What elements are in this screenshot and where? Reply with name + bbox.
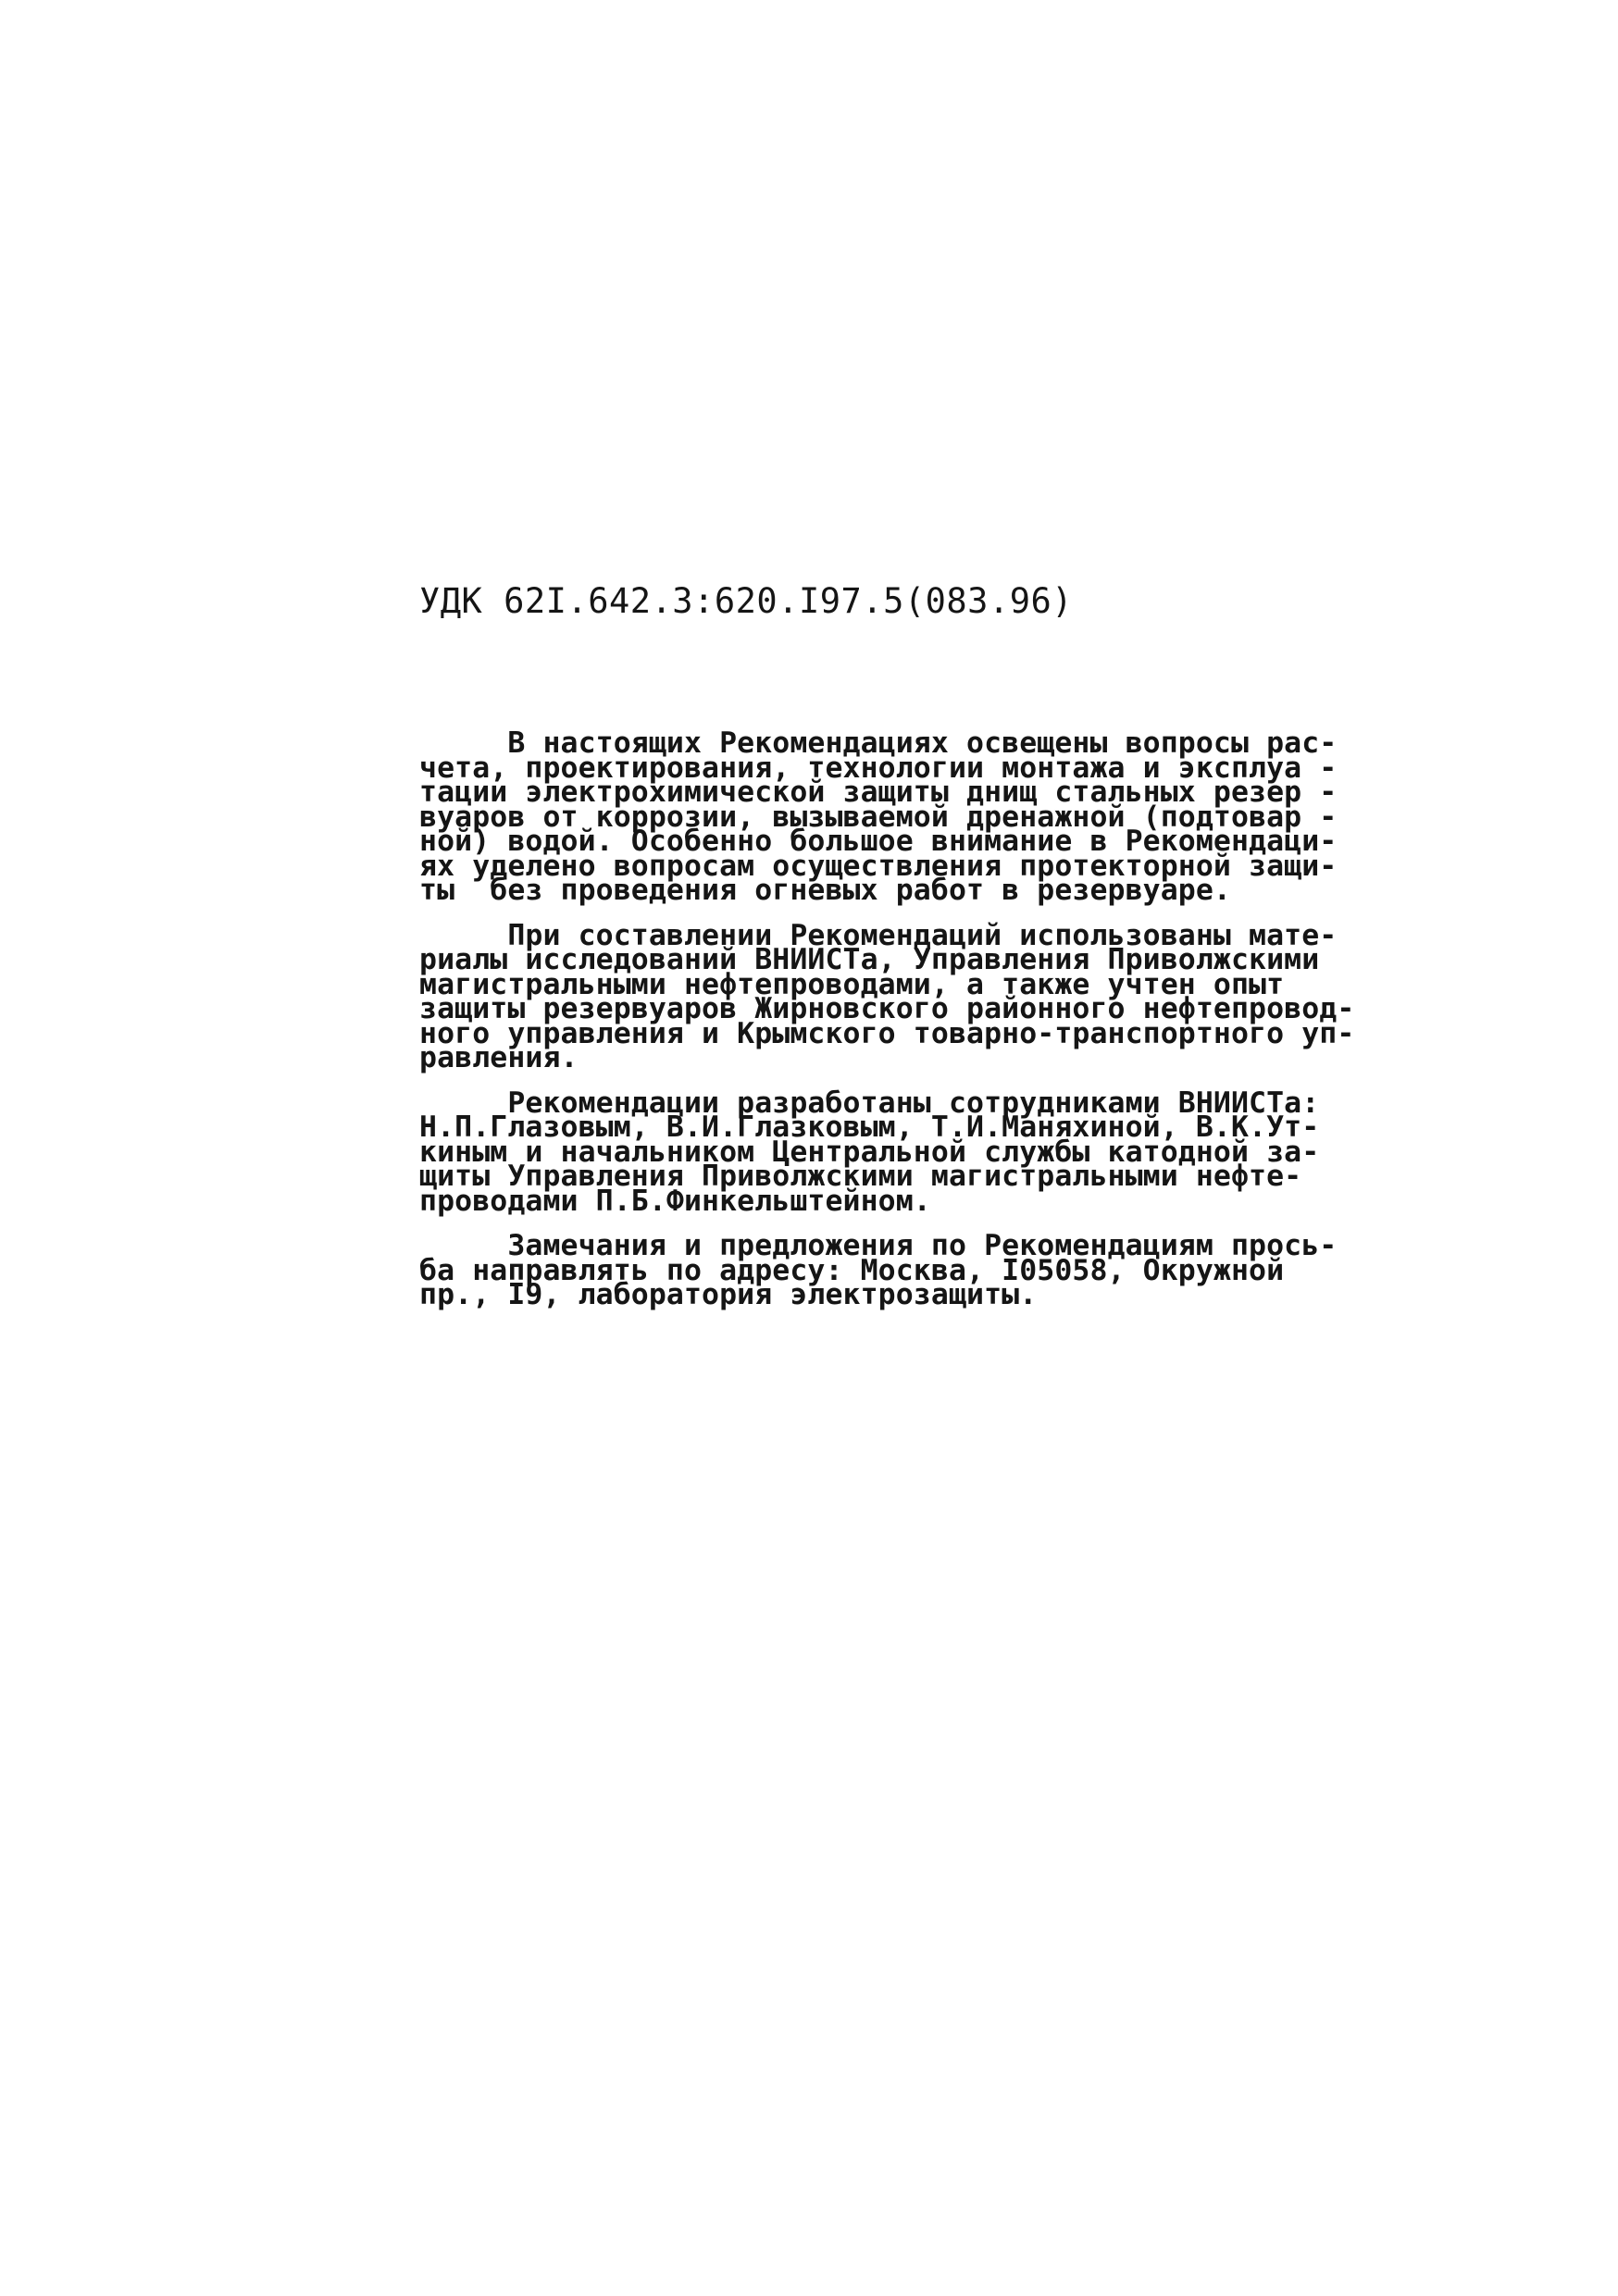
text-line: ного управления и Крымского товарно-транспортного уп- xyxy=(419,1016,1355,1050)
text-line: риалы исследований ВНИИСТа, Управления Приволжскими xyxy=(419,943,1320,976)
text-line: ба направлять по адресу: Москва, I05058, Окружной xyxy=(419,1253,1285,1287)
text-line: ты без проведения огневых работ в резервуаре. xyxy=(419,874,1231,907)
text-line: пр., I9, лаборатория электрозащиты. xyxy=(419,1278,1038,1311)
text-line: чета, проектирования, технологии монтажа и эксплуа - xyxy=(419,751,1338,785)
paragraph-overview xyxy=(419,726,1428,907)
text-line: В настоящих Рекомендациях освещены вопросы рас- xyxy=(419,726,1338,760)
text-line: вуаров от коррозии, вызываемой дренажной (подтовар - xyxy=(419,800,1338,834)
text-line: равления. xyxy=(419,1041,579,1074)
udk-code: УДК 62I.642.3:620.I97.5(083.96) xyxy=(419,581,1074,621)
text-line: Замечания и предложения по Рекомендациям прось- xyxy=(419,1229,1338,1262)
text-line: щиты Управления Приволжскими магистральными нефте- xyxy=(419,1160,1302,1193)
paragraph-sources xyxy=(419,918,1428,1074)
text-line: ях уделено вопросам осуществления протекторной защи- xyxy=(419,849,1338,883)
text-line: Н.П.Глазовым, В.И.Глазковым, Т.И.Маняхиной, В.К.Ут- xyxy=(419,1111,1320,1144)
text-line: При составлении Рекомендаций использованы мате- xyxy=(419,918,1338,952)
text-line: Рекомендации разработаны сотрудниками ВНИИСТа: xyxy=(419,1086,1320,1120)
text-line: проводами П.Б.Финкельштейном. xyxy=(419,1184,931,1218)
paragraph-feedback xyxy=(419,1229,1428,1311)
text-line: магистральными нефтепроводами, а также учтен опыт xyxy=(419,967,1285,1001)
text-line: ной) водой. Особенно большое внимание в Рекомендаци- xyxy=(419,825,1338,858)
body-text xyxy=(419,726,1428,1328)
text-line: защиты резервуаров Жирновского районного нефтепровод- xyxy=(419,992,1355,1025)
text-line: тации электрохимической защиты днищ стальных резер - xyxy=(419,776,1338,809)
paragraph-authors xyxy=(419,1086,1428,1218)
text-line: киным и начальником Центральной службы катодной за- xyxy=(419,1135,1320,1169)
